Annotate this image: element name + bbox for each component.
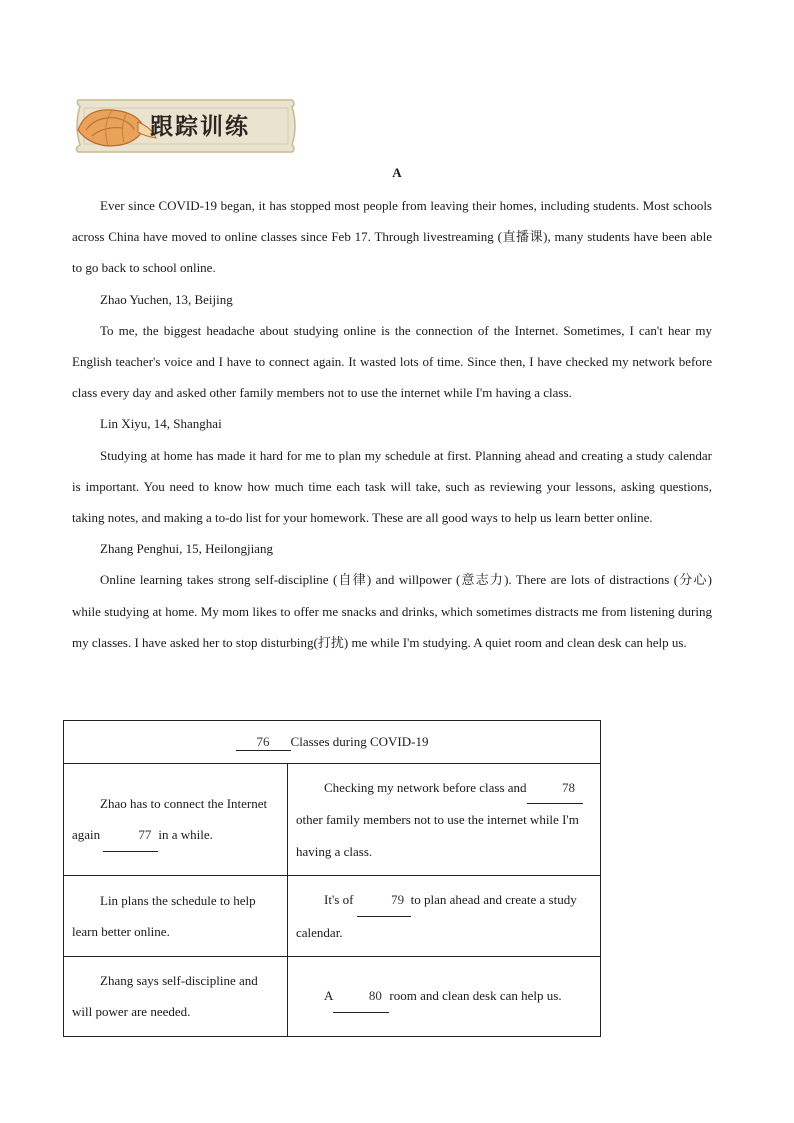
lin-paragraph: Studying at home has made it hard for me to plan my schedule at first. Planning ahead and creating a study calendar is important. You need to know how much time each task will take, such as reviewing your lessons, asking questions, taking notes, and making a to-do list for your homework. These are all good ways to help us learn better online. (72, 447, 712, 526)
lin-byline: Lin Xiyu, 14, Shanghai (100, 416, 222, 432)
table-row (64, 764, 601, 876)
blank-80[interactable]: 80 (333, 980, 389, 1012)
row3-right-cell: A 80 room and clean desk can help us. (288, 957, 601, 1037)
summary-table (63, 720, 601, 1037)
zhang-paragraph: Online learning takes strong self-discipline (自律) and willpower (意志力). There are lots of distractions (分心) while studying at home. My mom likes to offer me snacks and drinks, which sometimes distracts me from listening during my classes. I have asked her to stop disturbing(打扰) me while I'm studying. A quiet room and clean desk can help us. (72, 572, 712, 650)
section-banner (72, 98, 298, 154)
blank-77[interactable]: 77 (103, 819, 158, 851)
table-row (64, 957, 601, 1037)
table-header-cell (64, 721, 601, 764)
blank-78[interactable]: 78 (527, 772, 583, 804)
zhao-byline: Zhao Yuchen, 13, Beijing (100, 291, 233, 307)
blank-79[interactable]: 79 (357, 884, 411, 916)
row3-left-cell: Zhang says self-discipline and will power are needed. (64, 957, 288, 1037)
table-header-text: Classes during COVID-19 (290, 733, 429, 749)
blank-76[interactable]: 76 (236, 734, 291, 751)
banner-title: 跟踪训练 (150, 114, 250, 140)
passage (72, 190, 712, 658)
section-label: A (392, 165, 402, 180)
intro-paragraph: Ever since COVID-19 began, it has stopped most people from leaving their homes, including students. Most schools across China have moved to online classes since Feb 17. Through livestreaming (直播课), many students have been able to go back to school online. (72, 198, 712, 276)
table-row (64, 876, 601, 957)
row1-right-cell: Checking my network before class and 78other family members not to use the internet while I'm having a class. (288, 764, 601, 876)
zhao-paragraph: To me, the biggest headache about studying online is the connection of the Internet. Sometimes, I can't hear my English teacher's voice and I have to connect again. It wasted lots of time. Since then, I have checked my network before class every day and asked other family members not to use the internet while I'm having a class. (72, 322, 712, 401)
row2-right-cell: It's of 79 to plan ahead and create a study calendar. (288, 876, 601, 957)
zhang-byline: Zhang Penghui, 15, Heilongjiang (100, 541, 273, 557)
row1-left-cell: Zhao has to connect the Internet again 77 in a while. (64, 764, 288, 876)
row2-left-cell: Lin plans the schedule to help learn better online. (64, 876, 288, 957)
table-header-row (64, 721, 601, 764)
